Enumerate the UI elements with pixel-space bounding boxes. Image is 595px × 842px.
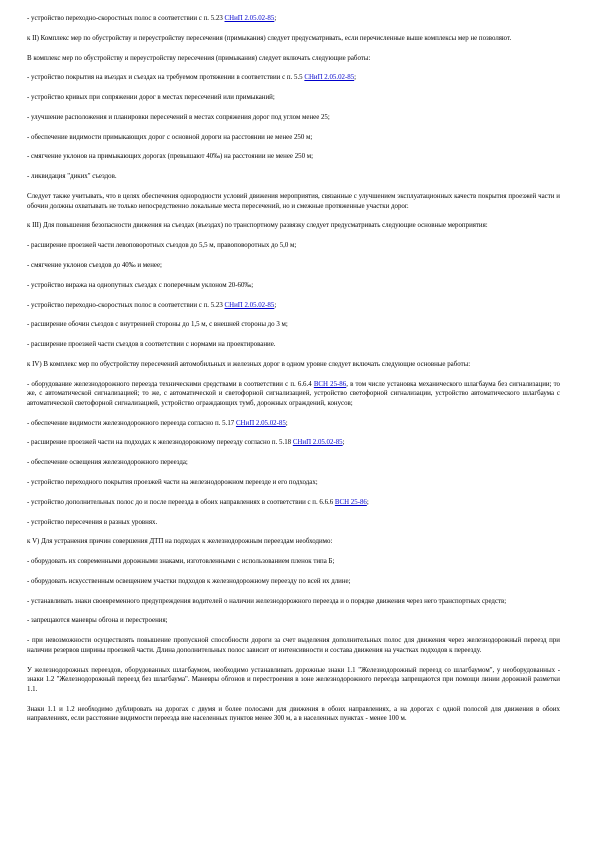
paragraph xyxy=(27,54,560,64)
paragraph-text: Знаки 1.1 и 1.2 необходимо дублировать на дорогах с двумя и более полосами для движения в обоих направлениях, а на дорогах с одной полосой для движения в обоих направлениях, если расстояние видимости переезда вне населенных пунктов менее 300 м, а в населенных пунктах - менее 100 м. xyxy=(27,705,560,723)
paragraph-text: к IV) В комплекс мер по обустройству пересечений автомобильных и железных дорог в одном уровне следует включать следующие основные работы: xyxy=(27,360,471,368)
paragraph-text: к II) Комплекс мер по обустройству и переустройству пересечения (примыкания) следует предусматривать, если перечисленные выше комплексы мер не позволяют. xyxy=(27,34,512,42)
document-reference-link[interactable]: СНиП 2.05.02-85 xyxy=(224,15,275,22)
paragraph-text: - смягчение уклонов на примыкающих дорогах (превышают 40‰) на расстоянии не менее 250 м; xyxy=(27,153,314,161)
paragraph xyxy=(27,261,560,271)
paragraph xyxy=(27,14,560,24)
paragraph xyxy=(27,458,560,468)
paragraph-text: - устройство пересечения в разных уровнях. xyxy=(27,518,158,526)
paragraph-text: - устройство переходного покрытия проезжей части на железнодорожном переезде и его подходах; xyxy=(27,478,318,486)
paragraph-text: к V) Для устранения причин совершения ДТП на подходах к железнодорожным переездам необходимо: xyxy=(27,538,333,546)
paragraph-text: - оборудовать их современными дорожными знаками, изготовленными с использованием пленок типа Б; xyxy=(27,558,335,566)
paragraph xyxy=(27,498,560,508)
paragraph xyxy=(27,113,560,123)
paragraph-text: В комплекс мер по обустройству и переустройству пересечения (примыкания) следует включать следующие работы: xyxy=(27,54,371,62)
document-reference-link[interactable]: СНиП 2.05.02-85 xyxy=(224,301,275,309)
paragraph xyxy=(27,73,560,83)
paragraph xyxy=(27,93,560,103)
paragraph-text: ; xyxy=(274,15,277,22)
paragraph xyxy=(27,380,560,409)
paragraph-text: - расширение проезжей части на подходах к железнодорожному переезду согласно п. 5.18 xyxy=(27,439,293,447)
paragraph-text: ; xyxy=(366,498,369,506)
paragraph-text: , в том числе установка механического шлагбаума без сигнализации; то же, с автоматической сигнализацией; то же, с автоматической и светофорной сигнализацией, устройство светофорной сигнализации, устройство автоматического шлагбаума с автоматической светофорной сигнализацией, устройство ограждающих тумб, дорожных ограждений, конусов; xyxy=(27,380,560,407)
paragraph xyxy=(27,192,560,211)
paragraph-text: ; xyxy=(274,301,277,309)
document-reference-link[interactable]: ВСН 25-86 xyxy=(334,498,367,506)
document-reference-link[interactable]: СНиП 2.05.02-85 xyxy=(235,419,286,427)
document-reference-link[interactable]: СНиП 2.05.02-85 xyxy=(292,439,343,447)
paragraph xyxy=(27,438,560,448)
paragraph-text: - обеспечение видимости примыкающих дорог с основной дороги на расстоянии не менее 250 м; xyxy=(27,133,313,141)
paragraph-text: - при невозможности осуществлять повышение пропускной способности дороги за счет выделения дополнительных полос для движения через железнодорожный переезд при наличии резервов ширины проезжей части. Длина дополнительных полос зависит от интенсивности и состава движения на участках подходов к переезду. xyxy=(27,637,560,654)
paragraph-text: - обеспечение освещения железнодорожного переезда; xyxy=(27,459,188,467)
paragraph xyxy=(27,301,560,311)
paragraph xyxy=(27,221,560,231)
paragraph xyxy=(27,616,560,626)
paragraph xyxy=(27,577,560,587)
paragraph-text: - устройство переходно-скоростных полос в соответствии с п. 5.23 xyxy=(27,301,225,309)
paragraph xyxy=(27,705,560,724)
paragraph xyxy=(27,518,560,528)
paragraph-text: - устройство переходно-скоростных полос в соответствии с п. 5.23 xyxy=(27,15,225,22)
paragraph xyxy=(27,320,560,330)
paragraph xyxy=(27,557,560,567)
paragraph-text: - расширение проезжей части левоповоротных съездов до 5,5 м, правоповоротных до 5,0 м; xyxy=(27,242,297,250)
paragraph xyxy=(27,34,560,44)
paragraph xyxy=(27,360,560,370)
paragraph xyxy=(27,537,560,547)
paragraph xyxy=(27,281,560,291)
document-reference-link[interactable]: ВСН 25-86 xyxy=(313,380,347,388)
paragraph xyxy=(27,666,560,695)
paragraph xyxy=(27,241,560,251)
paragraph-text: - ликвидация "диких" съездов. xyxy=(27,173,117,181)
document-reference-link[interactable]: СНиП 2.05.02-85 xyxy=(304,74,355,82)
paragraph-text: - устанавливать знаки своевременного предупреждения водителей о наличии железнодорожного переезда и о порядке движения через него транспортных средств; xyxy=(27,597,507,605)
paragraph xyxy=(27,419,560,429)
paragraph-text: - устройство кривых при сопряжении дорог в местах пересечений или примыканий; xyxy=(27,94,275,102)
paragraph xyxy=(27,597,560,607)
paragraph xyxy=(27,172,560,182)
paragraph xyxy=(27,636,560,655)
paragraph-text: - расширение проезжей части съездов в соответствии с нормами на проектирование. xyxy=(27,341,276,349)
paragraph-text: Следует также учитывать, что в целях обеспечения однородности условий движения мероприятия, связанные с улучшением эксплуатационных качеств покрытия проезжей части и обочин должны охватывать не только непосредственно локальные места пересечений, но и смежные протяженные участки дорог. xyxy=(27,193,560,210)
paragraph-text: У железнодорожных переездов, оборудованных шлагбаумом, необходимо устанавливать дорожные знаки 1.1 "Железнодорожный переезд со шлагбаумом", у необорудованных - знаки 1.2 "Железнодорожный переезд без шлагбаума". Маневры обгонов и перестроения в зоне железнодорожного переезда запрещаются при помощи линии дорожной разметки 1.1. xyxy=(27,666,560,693)
paragraph-text: - обеспечение видимости железнодорожного переезда согласно п. 5.17 xyxy=(27,419,236,427)
document-body xyxy=(27,14,560,734)
paragraph-text: - запрещаются маневры обгона и перестроения; xyxy=(27,617,168,625)
paragraph-text: - оборудование железнодорожного переезда техническими средствами в соответствии с п. 6.6.4 xyxy=(27,380,314,388)
paragraph xyxy=(27,152,560,162)
paragraph-text: - устройство дополнительных полос до и после переезда в обоих направлениях в соответствии с п. 6.6.6 xyxy=(27,498,335,506)
paragraph xyxy=(27,478,560,488)
paragraph-text: - расширение обочин съездов с внутренней стороны до 1,5 м, с внешней стороны до 3 м; xyxy=(27,321,288,329)
paragraph-text: - устройство покрытия на въездах и съездах на требуемом протяжении в соответствии с п. 5.5 xyxy=(27,74,305,82)
paragraph-text: - улучшение расположения и планировки пересечений в местах сопряжения дорог под углом менее 25; xyxy=(27,113,330,121)
paragraph-text: ; xyxy=(342,439,345,447)
paragraph xyxy=(27,133,560,143)
paragraph-text: ; xyxy=(285,419,288,427)
paragraph-text: - устройство виража на однопутных съездах с поперечным уклоном 20-60‰; xyxy=(27,281,254,289)
paragraph-text: - оборудовать искусственным освещением участки подходов к железнодорожному переезду по всей их длине; xyxy=(27,577,351,585)
paragraph-text: к III) Для повышения безопасности движения на съездах (въездах) по транспортному развязку следует предусматривать следующие основные мероприятия: xyxy=(27,222,488,230)
paragraph-text: ; xyxy=(354,74,357,82)
paragraph xyxy=(27,340,560,350)
paragraph-text: - смягчение уклонов съездов до 40‰ и менее; xyxy=(27,261,162,269)
